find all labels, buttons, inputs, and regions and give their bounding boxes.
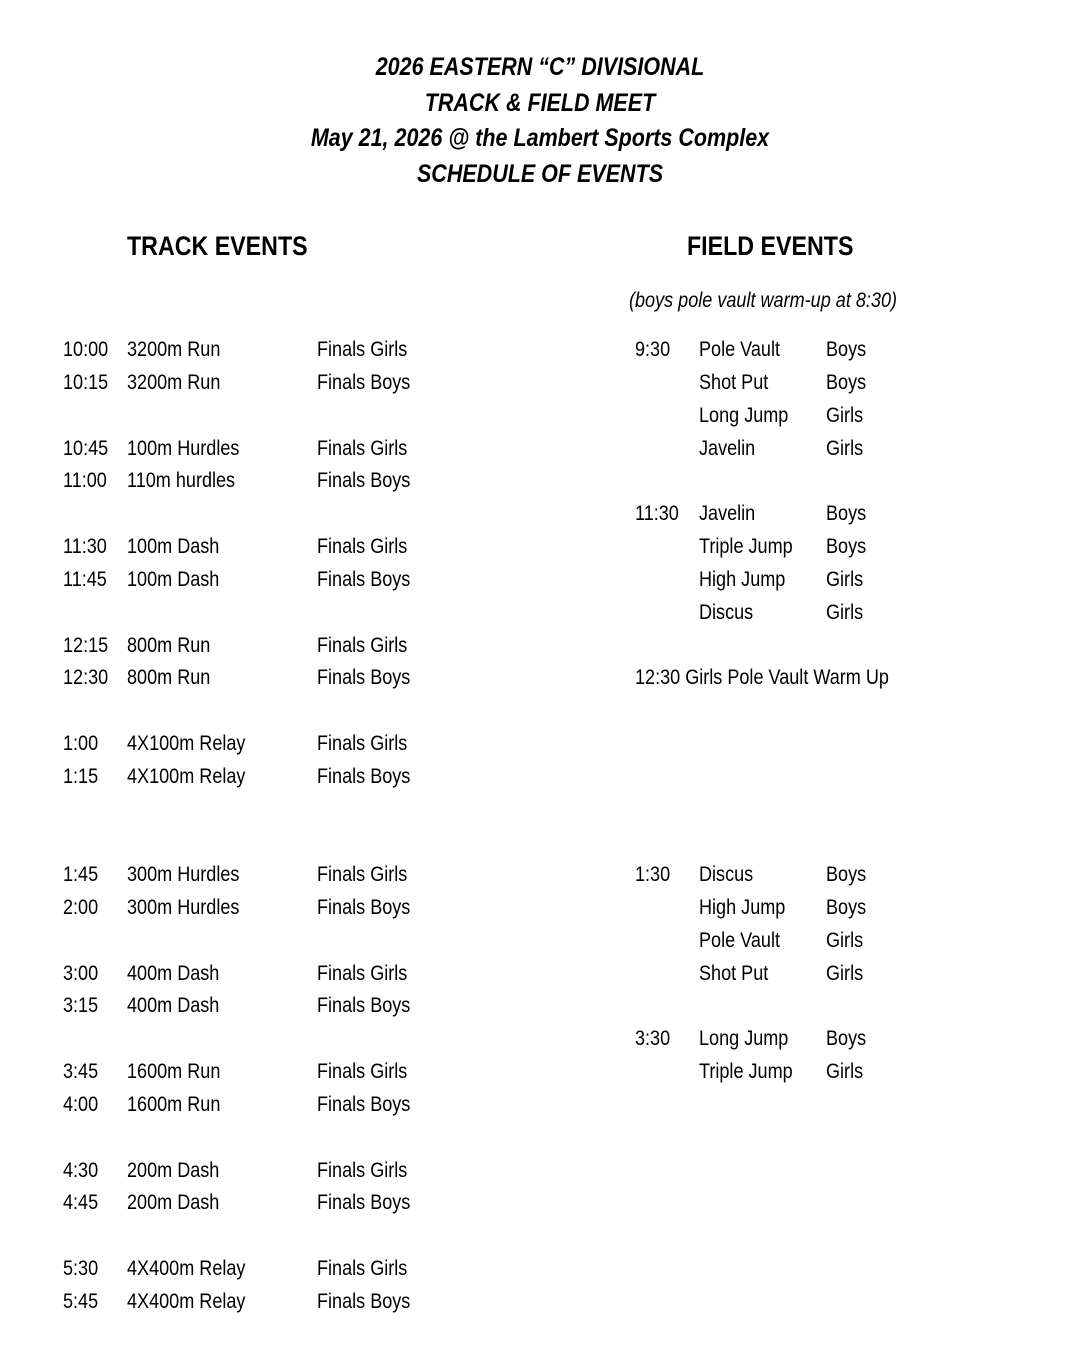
event-name: Shot Put	[699, 371, 769, 394]
event-category: Finals Girls	[317, 962, 408, 985]
event-name: Pole Vault	[699, 929, 780, 952]
event-name: Discus	[699, 601, 754, 624]
event-gender: Boys	[826, 535, 867, 558]
event-gender: Girls	[826, 437, 864, 460]
event-name: Shot Put	[699, 962, 769, 985]
event-category: Finals Girls	[317, 1159, 408, 1182]
event-time: 9:30	[635, 338, 671, 361]
event-category: Finals Boys	[317, 469, 411, 492]
event-name: High Jump	[699, 896, 786, 919]
document-title	[0, 50, 1080, 192]
event-name: 400m Dash	[127, 962, 220, 985]
warmup-text: 12:30 Girls Pole Vault Warm Up	[635, 666, 889, 689]
event-category: Finals Girls	[317, 1257, 408, 1280]
event-category: Finals Boys	[317, 896, 411, 919]
event-gender: Girls	[826, 404, 864, 427]
event-name: 200m Dash	[127, 1191, 220, 1214]
title-line-schedule: SCHEDULE OF EVENTS	[416, 159, 664, 188]
title-line-meet-name: 2026 EASTERN “C” DIVISIONAL	[375, 53, 705, 81]
boys-pole-vault-warmup-note: (boys pole vault warm-up at 8:30)	[629, 289, 898, 312]
event-category: Finals Boys	[317, 371, 411, 394]
event-name: Discus	[699, 863, 754, 886]
event-time: 3:30	[635, 1027, 671, 1050]
event-time: 3:15	[63, 994, 99, 1017]
event-name: 3200m Run	[127, 338, 221, 361]
field-events-heading: FIELD EVENTS	[687, 231, 854, 261]
event-name: 800m Run	[127, 634, 211, 657]
event-name: Long Jump	[699, 404, 789, 427]
event-category: Finals Boys	[317, 994, 411, 1017]
event-category: Finals Girls	[317, 634, 408, 657]
event-name: 4X100m Relay	[127, 765, 246, 788]
event-time: 12:30	[63, 666, 109, 689]
event-category: Finals Boys	[317, 765, 411, 788]
event-name: High Jump	[699, 568, 786, 591]
title-line-meet-type: TRACK & FIELD MEET	[424, 88, 656, 117]
event-gender: Girls	[826, 929, 864, 952]
event-name: 4X400m Relay	[127, 1290, 246, 1313]
event-time: 2:00	[63, 896, 99, 919]
event-time: 12:15	[63, 634, 109, 657]
event-gender: Boys	[826, 1027, 867, 1050]
event-category: Finals Boys	[317, 1191, 411, 1214]
event-category: Finals Boys	[317, 1290, 411, 1313]
event-name: 1600m Run	[127, 1093, 221, 1116]
event-category: Finals Girls	[317, 338, 408, 361]
event-time: 4:45	[63, 1191, 99, 1214]
title-line-date-venue: May 21, 2026 @ the Lambert Sports Complex	[310, 124, 770, 152]
event-name: Javelin	[699, 502, 756, 525]
event-time: 11:30	[635, 502, 679, 525]
event-name: 1600m Run	[127, 1060, 221, 1083]
event-time: 4:30	[63, 1159, 99, 1182]
event-time: 10:00	[63, 338, 109, 361]
event-name: 400m Dash	[127, 994, 220, 1017]
event-time: 10:45	[63, 437, 109, 460]
event-time: 4:00	[63, 1093, 99, 1116]
event-time: 11:45	[63, 568, 107, 591]
event-category: Finals Girls	[317, 535, 408, 558]
event-name: Triple Jump	[699, 1060, 793, 1083]
event-name: 200m Dash	[127, 1159, 220, 1182]
event-category: Finals Girls	[317, 863, 408, 886]
event-time: 1:15	[63, 765, 99, 788]
event-name: Javelin	[699, 437, 756, 460]
event-name: 100m Dash	[127, 568, 220, 591]
event-name: Triple Jump	[699, 535, 793, 558]
event-gender: Girls	[826, 962, 864, 985]
event-time: 5:30	[63, 1257, 99, 1280]
event-gender: Boys	[826, 371, 867, 394]
event-time: 1:30	[635, 863, 671, 886]
event-category: Finals Boys	[317, 568, 411, 591]
event-gender: Boys	[826, 863, 867, 886]
event-name: 800m Run	[127, 666, 211, 689]
event-time: 1:45	[63, 863, 99, 886]
event-category: Finals Girls	[317, 732, 408, 755]
event-name: 4X100m Relay	[127, 732, 246, 755]
event-name: 300m Hurdles	[127, 896, 240, 919]
event-name: 100m Dash	[127, 535, 220, 558]
event-gender: Boys	[826, 896, 867, 919]
track-events-heading: TRACK EVENTS	[127, 231, 308, 261]
event-category: Finals Girls	[317, 1060, 408, 1083]
event-name: 300m Hurdles	[127, 863, 240, 886]
event-name: 3200m Run	[127, 371, 221, 394]
event-category: Finals Boys	[317, 1093, 411, 1116]
event-time: 10:15	[63, 371, 109, 394]
event-gender: Girls	[826, 568, 864, 591]
event-time: 1:00	[63, 732, 99, 755]
event-name: Long Jump	[699, 1027, 789, 1050]
event-time: 3:00	[63, 962, 99, 985]
event-gender: Boys	[826, 502, 867, 525]
event-time: 3:45	[63, 1060, 99, 1083]
event-gender: Girls	[826, 601, 864, 624]
event-time: 11:30	[63, 535, 107, 558]
event-category: Finals Boys	[317, 666, 411, 689]
event-gender: Girls	[826, 1060, 864, 1083]
event-time: 11:00	[63, 469, 107, 492]
event-name: 4X400m Relay	[127, 1257, 246, 1280]
event-time: 5:45	[63, 1290, 99, 1313]
event-name: Pole Vault	[699, 338, 780, 361]
event-name: 110m hurdles	[127, 469, 236, 492]
event-gender: Boys	[826, 338, 867, 361]
event-category: Finals Girls	[317, 437, 408, 460]
event-name: 100m Hurdles	[127, 437, 240, 460]
